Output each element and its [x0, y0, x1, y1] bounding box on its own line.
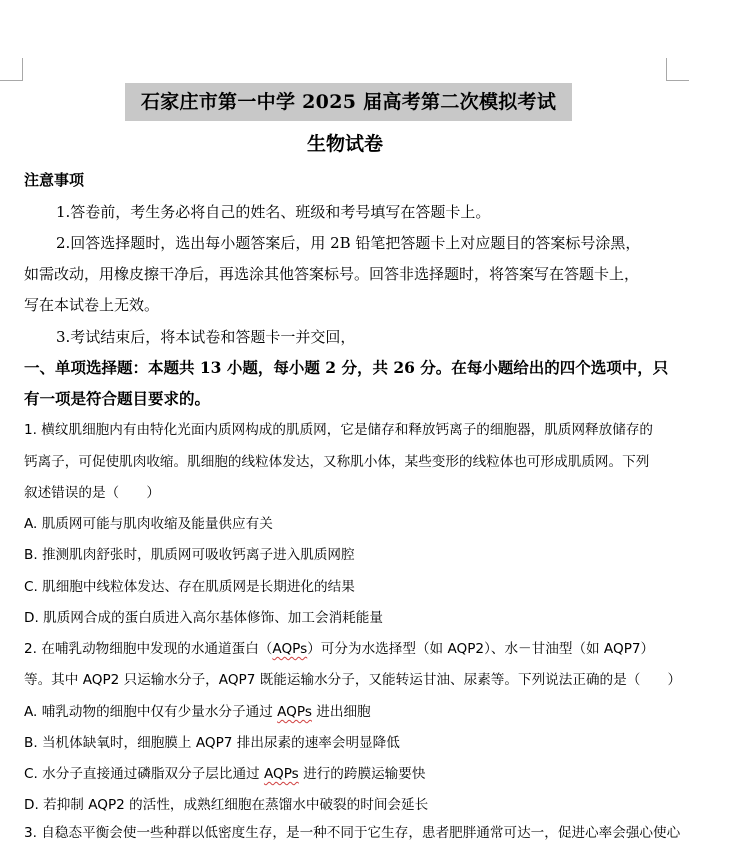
- q2-stem-line-2: 等。其中 AQP2 只运输水分子，AQP7 既能运输水分子，又能转运甘油、尿素等。下列说法正确的是（ ）: [24, 672, 682, 688]
- q1-option-d: D. 肌质网合成的蛋白质进入高尔基体修饰、加工会消耗能量: [24, 610, 383, 626]
- q2-stem-line-1-start: 2. 在哺乳动物细胞中发现的水通道蛋白（: [24, 641, 273, 657]
- q2-option-a-end: 进出细胞: [311, 704, 371, 720]
- q2-option-a: [24, 702, 371, 722]
- q1-option-b: B. 推测肌肉舒张时，肌质网可吸收钙离子进入肌质网腔: [24, 547, 355, 563]
- q2-option-c-start: C. 水分子直接通过磷脂双分子层比通过: [24, 766, 264, 782]
- q2-option-c-aqps: AQPs: [263, 766, 299, 782]
- section-1-heading-line-1: 一、单项选择题：本题共 13 小题，每小题 2 分，共 26 分。在每小题给出的四个选项中，只: [24, 358, 669, 377]
- q2-option-c: [24, 764, 425, 784]
- q2-option-c-end: 进行的跨膜运输要快: [298, 766, 426, 782]
- q1-stem-line-3: 叙述错误的是（ ）: [24, 485, 160, 501]
- q2-option-b: B. 当机体缺氧时，细胞膜上 AQP7 排出尿素的速率会明显降低: [24, 735, 400, 751]
- notes-item-2-line-1: 2.回答选择题时，选出每小题答案后，用 2B 铅笔把答题卡上对应题目的答案标号涂黑，: [56, 234, 641, 252]
- notes-item-3: 3.考试结束后，将本试卷和答题卡一并交回，: [56, 328, 356, 346]
- q1-option-c: C. 肌细胞中线粒体发达、存在肌质网是长期进化的结果: [24, 579, 355, 595]
- q3-partial-line: 3. 自稳态平衡会使一些种群以低密度生存，是一种不同于它生存，患者肥胖通常可达一，促进心率会强心使心: [24, 825, 681, 841]
- q2-option-a-start: A. 哺乳动物的细胞中仅有少量水分子通过: [24, 704, 278, 720]
- q1-option-a: A. 肌质网可能与肌肉收缩及能量供应有关: [24, 516, 273, 532]
- notes-item-2-line-2: 如需改动，用橡皮擦干净后，再选涂其他答案标号。回答非选择题时，将答案写在答题卡上，: [24, 265, 640, 283]
- page-corner-mark-right: [666, 58, 689, 81]
- notes-item-2-line-3: 写在本试卷上无效。: [24, 296, 160, 314]
- q2-option-a-aqps: AQPs: [277, 704, 312, 720]
- q2-stem-line-1-end: ）可分为水选择型（如 AQP2）、水－甘油型（如 AQP7）: [307, 641, 655, 657]
- exam-subtitle: 生物试卷: [306, 133, 383, 155]
- q2-stem-line-1: [24, 639, 654, 659]
- q2-option-d: D. 若抑制 AQP2 的活性，成熟红细胞在蒸馏水中破裂的时间会延长: [24, 797, 429, 813]
- q2-aqps-term: AQPs: [272, 641, 308, 657]
- notes-heading: 注意事项: [24, 171, 85, 189]
- notes-item-1: 1.答卷前，考生务必将自己的姓名、班级和考号填写在答题卡上。: [56, 203, 491, 221]
- q1-stem-line-2: 钙离子，可促使肌肉收缩。肌细胞的线粒体发达，又称肌小体，某些变形的线粒体也可形成肌质网。下列: [24, 454, 650, 470]
- q1-stem-line-1: 1. 横纹肌细胞内有由特化光面内质网构成的肌质网，它是储存和释放钙离子的细胞器，肌质网释放储存的: [24, 422, 654, 438]
- exam-title: 石家庄市第一中学 2025 届高考第二次模拟考试: [125, 83, 572, 121]
- section-1-heading-line-2: 有一项是符合题目要求的。: [24, 389, 211, 408]
- page-corner-mark-left: [0, 58, 23, 81]
